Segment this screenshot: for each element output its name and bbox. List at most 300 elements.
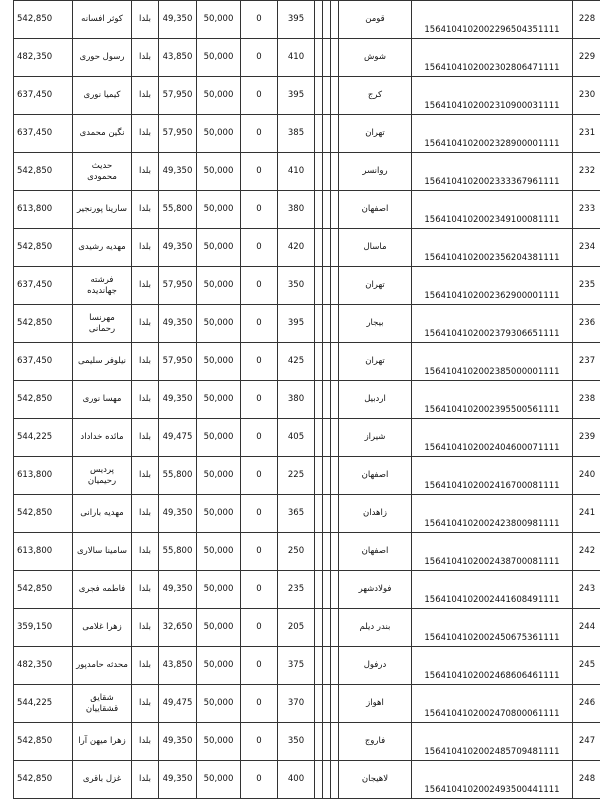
empty-cell bbox=[331, 571, 339, 609]
zero-cell: 0 bbox=[241, 77, 278, 115]
id-cell: 1564104102002404600071111 bbox=[412, 419, 573, 457]
amount-b-cell: 50,000 bbox=[197, 457, 241, 495]
row-number-cell: 230 bbox=[573, 77, 600, 115]
records-table bbox=[13, 0, 600, 799]
table-row bbox=[14, 305, 600, 343]
total-cell: 613,800 bbox=[14, 533, 73, 571]
city-cell bbox=[339, 191, 412, 229]
name-cell bbox=[73, 571, 132, 609]
table-row bbox=[14, 723, 600, 761]
id-cell: 1564104102002416700081111 bbox=[412, 457, 573, 495]
total-cell: 482,350 bbox=[14, 39, 73, 77]
city-cell bbox=[339, 723, 412, 761]
total-cell: 613,800 bbox=[14, 457, 73, 495]
empty-cell bbox=[315, 343, 323, 381]
table-body bbox=[14, 1, 600, 799]
city-cell bbox=[339, 533, 412, 571]
name-cell bbox=[73, 419, 132, 457]
name-cell bbox=[73, 381, 132, 419]
total-cell: 542,850 bbox=[14, 495, 73, 533]
name-cell bbox=[73, 115, 132, 153]
id-cell: 1564104102002362900001111 bbox=[412, 267, 573, 305]
city-cell-text: فاروج bbox=[365, 736, 385, 747]
row-number-cell: 245 bbox=[573, 647, 600, 685]
empty-cell bbox=[323, 723, 331, 761]
empty-cell bbox=[315, 647, 323, 685]
place-cell: بلدا bbox=[132, 419, 159, 457]
code-cell: 395 bbox=[278, 77, 315, 115]
name-cell-text: مهدیه رشیدی bbox=[78, 242, 125, 253]
total-cell: 359,150 bbox=[14, 609, 73, 647]
amount-b-cell: 50,000 bbox=[197, 229, 241, 267]
row-number-cell: 240 bbox=[573, 457, 600, 495]
name-cell-text: سارینا پورنجیر bbox=[77, 204, 127, 215]
empty-cell bbox=[331, 267, 339, 305]
zero-cell: 0 bbox=[241, 39, 278, 77]
amount-b-cell: 50,000 bbox=[197, 153, 241, 191]
amount-b-cell: 50,000 bbox=[197, 77, 241, 115]
total-cell: 637,450 bbox=[14, 77, 73, 115]
empty-cell bbox=[315, 191, 323, 229]
place-cell: بلدا bbox=[132, 381, 159, 419]
amount-b-cell: 50,000 bbox=[197, 39, 241, 77]
zero-cell: 0 bbox=[241, 571, 278, 609]
empty-cell bbox=[331, 39, 339, 77]
amount-a-cell: 49,350 bbox=[159, 495, 197, 533]
city-cell bbox=[339, 343, 412, 381]
city-cell-text: اصفهان bbox=[362, 470, 389, 481]
empty-cell bbox=[315, 153, 323, 191]
table-row bbox=[14, 571, 600, 609]
city-cell bbox=[339, 229, 412, 267]
empty-cell bbox=[315, 495, 323, 533]
empty-cell bbox=[323, 533, 331, 571]
amount-a-cell: 49,350 bbox=[159, 1, 197, 39]
amount-b-cell: 50,000 bbox=[197, 609, 241, 647]
empty-cell bbox=[315, 77, 323, 115]
name-cell-text: فرشته جهاندیده bbox=[76, 275, 128, 297]
empty-cell bbox=[331, 419, 339, 457]
table-row bbox=[14, 115, 600, 153]
name-cell bbox=[73, 761, 132, 799]
city-cell-text: شوش bbox=[364, 52, 386, 63]
amount-b-cell: 50,000 bbox=[197, 419, 241, 457]
name-cell-text: حدیث محمودی bbox=[76, 161, 128, 183]
id-cell: 1564104102002356204381111 bbox=[412, 229, 573, 267]
amount-a-cell: 49,350 bbox=[159, 305, 197, 343]
empty-cell bbox=[315, 115, 323, 153]
code-cell: 395 bbox=[278, 305, 315, 343]
name-cell bbox=[73, 457, 132, 495]
city-cell bbox=[339, 685, 412, 723]
total-cell: 542,850 bbox=[14, 305, 73, 343]
name-cell-text: غزل باقری bbox=[83, 774, 121, 785]
empty-cell bbox=[315, 1, 323, 39]
empty-cell bbox=[323, 343, 331, 381]
empty-cell bbox=[331, 609, 339, 647]
place-cell: بلدا bbox=[132, 533, 159, 571]
empty-cell bbox=[315, 381, 323, 419]
code-cell: 380 bbox=[278, 191, 315, 229]
total-cell: 542,850 bbox=[14, 761, 73, 799]
total-cell: 542,850 bbox=[14, 381, 73, 419]
amount-a-cell: 49,350 bbox=[159, 381, 197, 419]
empty-cell bbox=[315, 229, 323, 267]
city-cell-text: تهران bbox=[365, 356, 385, 367]
name-cell bbox=[73, 723, 132, 761]
code-cell: 385 bbox=[278, 115, 315, 153]
id-cell: 1564104102002328900001111 bbox=[412, 115, 573, 153]
amount-b-cell: 50,000 bbox=[197, 1, 241, 39]
id-cell: 1564104102002438700081111 bbox=[412, 533, 573, 571]
city-cell-text: قومن bbox=[365, 14, 384, 25]
amount-a-cell: 49,350 bbox=[159, 723, 197, 761]
zero-cell: 0 bbox=[241, 1, 278, 39]
empty-cell bbox=[323, 761, 331, 799]
amount-b-cell: 50,000 bbox=[197, 571, 241, 609]
row-number-cell: 247 bbox=[573, 723, 600, 761]
id-cell: 1564104102002302806471111 bbox=[412, 39, 573, 77]
city-cell-text: ماسال bbox=[363, 242, 386, 253]
id-cell: 1564104102002450675361111 bbox=[412, 609, 573, 647]
empty-cell bbox=[323, 153, 331, 191]
name-cell-text: نیلوفر سلیمی bbox=[78, 356, 126, 367]
empty-cell bbox=[315, 267, 323, 305]
empty-cell bbox=[315, 39, 323, 77]
empty-cell bbox=[323, 381, 331, 419]
table-row bbox=[14, 457, 600, 495]
row-number-cell: 238 bbox=[573, 381, 600, 419]
place-cell: بلدا bbox=[132, 77, 159, 115]
name-cell-text: زهرا میهن آرا bbox=[78, 736, 125, 747]
table-row bbox=[14, 495, 600, 533]
empty-cell bbox=[323, 495, 331, 533]
row-number-cell: 235 bbox=[573, 267, 600, 305]
table-row bbox=[14, 761, 600, 799]
table-row bbox=[14, 1, 600, 39]
code-cell: 350 bbox=[278, 723, 315, 761]
amount-b-cell: 50,000 bbox=[197, 723, 241, 761]
code-cell: 410 bbox=[278, 153, 315, 191]
zero-cell: 0 bbox=[241, 609, 278, 647]
zero-cell: 0 bbox=[241, 343, 278, 381]
city-cell bbox=[339, 609, 412, 647]
total-cell: 637,450 bbox=[14, 267, 73, 305]
empty-cell bbox=[315, 761, 323, 799]
place-cell: بلدا bbox=[132, 343, 159, 381]
name-cell-text: زهرا غلامی bbox=[82, 622, 122, 633]
empty-cell bbox=[323, 571, 331, 609]
name-cell-text: شقایق قشقاییان bbox=[76, 693, 128, 715]
amount-a-cell: 49,350 bbox=[159, 761, 197, 799]
code-cell: 375 bbox=[278, 647, 315, 685]
place-cell: بلدا bbox=[132, 39, 159, 77]
amount-a-cell: 49,350 bbox=[159, 571, 197, 609]
total-cell: 542,850 bbox=[14, 571, 73, 609]
empty-cell bbox=[331, 229, 339, 267]
amount-a-cell: 57,950 bbox=[159, 77, 197, 115]
code-cell: 425 bbox=[278, 343, 315, 381]
name-cell bbox=[73, 495, 132, 533]
city-cell-text: تهران bbox=[365, 280, 385, 291]
zero-cell: 0 bbox=[241, 457, 278, 495]
zero-cell: 0 bbox=[241, 229, 278, 267]
table-row bbox=[14, 533, 600, 571]
name-cell-text: نگین محمدی bbox=[80, 128, 125, 139]
empty-cell bbox=[331, 1, 339, 39]
amount-a-cell: 49,350 bbox=[159, 229, 197, 267]
name-cell-text: سامینا سالاری bbox=[77, 546, 127, 557]
empty-cell bbox=[331, 647, 339, 685]
city-cell-text: شیراز bbox=[365, 432, 386, 443]
name-cell bbox=[73, 191, 132, 229]
code-cell: 250 bbox=[278, 533, 315, 571]
amount-a-cell: 55,800 bbox=[159, 457, 197, 495]
total-cell: 542,850 bbox=[14, 229, 73, 267]
code-cell: 370 bbox=[278, 685, 315, 723]
code-cell: 380 bbox=[278, 381, 315, 419]
empty-cell bbox=[331, 533, 339, 571]
place-cell: بلدا bbox=[132, 609, 159, 647]
city-cell bbox=[339, 495, 412, 533]
row-number-cell: 228 bbox=[573, 1, 600, 39]
table-row bbox=[14, 77, 600, 115]
place-cell: بلدا bbox=[132, 191, 159, 229]
zero-cell: 0 bbox=[241, 381, 278, 419]
zero-cell: 0 bbox=[241, 191, 278, 229]
row-number-cell: 246 bbox=[573, 685, 600, 723]
amount-a-cell: 57,950 bbox=[159, 267, 197, 305]
amount-a-cell: 49,350 bbox=[159, 153, 197, 191]
total-cell: 637,450 bbox=[14, 343, 73, 381]
code-cell: 395 bbox=[278, 1, 315, 39]
city-cell bbox=[339, 381, 412, 419]
zero-cell: 0 bbox=[241, 305, 278, 343]
empty-cell bbox=[315, 723, 323, 761]
city-cell-text: اهواز bbox=[366, 698, 384, 709]
amount-a-cell: 55,800 bbox=[159, 191, 197, 229]
table-row bbox=[14, 609, 600, 647]
empty-cell bbox=[315, 457, 323, 495]
city-cell-text: فولادشهر bbox=[359, 584, 392, 595]
place-cell: بلدا bbox=[132, 761, 159, 799]
row-number-cell: 244 bbox=[573, 609, 600, 647]
row-number-cell: 234 bbox=[573, 229, 600, 267]
empty-cell bbox=[331, 457, 339, 495]
table-row bbox=[14, 381, 600, 419]
id-cell: 1564104102002493500441111 bbox=[412, 761, 573, 799]
empty-cell bbox=[323, 609, 331, 647]
table-row bbox=[14, 647, 600, 685]
id-cell: 1564104102002423800981111 bbox=[412, 495, 573, 533]
place-cell: بلدا bbox=[132, 153, 159, 191]
name-cell-text: مائده خداداد bbox=[80, 432, 123, 443]
place-cell: بلدا bbox=[132, 571, 159, 609]
name-cell bbox=[73, 229, 132, 267]
name-cell-text: کوثر افسانه bbox=[81, 14, 123, 25]
amount-a-cell: 49,475 bbox=[159, 685, 197, 723]
name-cell bbox=[73, 267, 132, 305]
amount-b-cell: 50,000 bbox=[197, 115, 241, 153]
city-cell bbox=[339, 419, 412, 457]
city-cell bbox=[339, 39, 412, 77]
amount-a-cell: 55,800 bbox=[159, 533, 197, 571]
empty-cell bbox=[331, 115, 339, 153]
city-cell-text: بندر دیلم bbox=[360, 622, 391, 633]
city-cell bbox=[339, 761, 412, 799]
city-cell-text: اصفهان bbox=[362, 546, 389, 557]
code-cell: 410 bbox=[278, 39, 315, 77]
row-number-cell: 242 bbox=[573, 533, 600, 571]
empty-cell bbox=[323, 457, 331, 495]
amount-a-cell: 43,850 bbox=[159, 647, 197, 685]
empty-cell bbox=[323, 685, 331, 723]
city-cell bbox=[339, 115, 412, 153]
amount-b-cell: 50,000 bbox=[197, 343, 241, 381]
empty-cell bbox=[331, 381, 339, 419]
id-cell: 1564104102002468606461111 bbox=[412, 647, 573, 685]
zero-cell: 0 bbox=[241, 647, 278, 685]
empty-cell bbox=[331, 191, 339, 229]
place-cell: بلدا bbox=[132, 115, 159, 153]
total-cell: 542,850 bbox=[14, 723, 73, 761]
total-cell: 637,450 bbox=[14, 115, 73, 153]
name-cell-text: مهسا نوری bbox=[83, 394, 122, 405]
place-cell: بلدا bbox=[132, 723, 159, 761]
name-cell-text: فاطمه فجری bbox=[79, 584, 125, 595]
city-cell-text: روانسر bbox=[362, 166, 387, 177]
table-row bbox=[14, 153, 600, 191]
empty-cell bbox=[323, 1, 331, 39]
amount-b-cell: 50,000 bbox=[197, 533, 241, 571]
amount-b-cell: 50,000 bbox=[197, 305, 241, 343]
empty-cell bbox=[331, 343, 339, 381]
amount-b-cell: 50,000 bbox=[197, 191, 241, 229]
city-cell bbox=[339, 267, 412, 305]
total-cell: 613,800 bbox=[14, 191, 73, 229]
empty-cell bbox=[323, 647, 331, 685]
code-cell: 365 bbox=[278, 495, 315, 533]
empty-cell bbox=[323, 305, 331, 343]
table-row bbox=[14, 343, 600, 381]
name-cell bbox=[73, 533, 132, 571]
name-cell bbox=[73, 647, 132, 685]
id-cell: 1564104102002333367961111 bbox=[412, 153, 573, 191]
total-cell: 544,225 bbox=[14, 685, 73, 723]
table-row bbox=[14, 267, 600, 305]
zero-cell: 0 bbox=[241, 723, 278, 761]
empty-cell bbox=[323, 39, 331, 77]
empty-cell bbox=[323, 267, 331, 305]
empty-cell bbox=[331, 153, 339, 191]
amount-a-cell: 43,850 bbox=[159, 39, 197, 77]
zero-cell: 0 bbox=[241, 115, 278, 153]
city-cell bbox=[339, 647, 412, 685]
zero-cell: 0 bbox=[241, 533, 278, 571]
amount-a-cell: 57,950 bbox=[159, 343, 197, 381]
amount-b-cell: 50,000 bbox=[197, 267, 241, 305]
name-cell bbox=[73, 609, 132, 647]
amount-a-cell: 49,475 bbox=[159, 419, 197, 457]
empty-cell bbox=[331, 77, 339, 115]
amount-a-cell: 57,950 bbox=[159, 115, 197, 153]
total-cell: 542,850 bbox=[14, 153, 73, 191]
empty-cell bbox=[323, 191, 331, 229]
place-cell: بلدا bbox=[132, 495, 159, 533]
empty-cell bbox=[331, 723, 339, 761]
amount-b-cell: 50,000 bbox=[197, 381, 241, 419]
city-cell-text: اصفهان bbox=[362, 204, 389, 215]
id-cell: 1564104102002379306651111 bbox=[412, 305, 573, 343]
city-cell bbox=[339, 153, 412, 191]
row-number-cell: 236 bbox=[573, 305, 600, 343]
empty-cell bbox=[323, 419, 331, 457]
amount-a-cell: 32,650 bbox=[159, 609, 197, 647]
amount-b-cell: 50,000 bbox=[197, 647, 241, 685]
row-number-cell: 231 bbox=[573, 115, 600, 153]
name-cell bbox=[73, 685, 132, 723]
empty-cell bbox=[323, 229, 331, 267]
empty-cell bbox=[315, 685, 323, 723]
name-cell-text: کیمیا نوری bbox=[84, 90, 121, 101]
zero-cell: 0 bbox=[241, 153, 278, 191]
code-cell: 350 bbox=[278, 267, 315, 305]
empty-cell bbox=[331, 761, 339, 799]
id-cell: 1564104102002485709481111 bbox=[412, 723, 573, 761]
id-cell: 1564104102002296504351111 bbox=[412, 1, 573, 39]
empty-cell bbox=[331, 685, 339, 723]
zero-cell: 0 bbox=[241, 761, 278, 799]
id-cell: 1564104102002441608491111 bbox=[412, 571, 573, 609]
name-cell bbox=[73, 153, 132, 191]
empty-cell bbox=[331, 305, 339, 343]
total-cell: 544,225 bbox=[14, 419, 73, 457]
table-row bbox=[14, 419, 600, 457]
empty-cell bbox=[315, 609, 323, 647]
code-cell: 400 bbox=[278, 761, 315, 799]
place-cell: بلدا bbox=[132, 647, 159, 685]
name-cell bbox=[73, 1, 132, 39]
city-cell-text: زاهدان bbox=[363, 508, 387, 519]
empty-cell bbox=[323, 77, 331, 115]
name-cell bbox=[73, 39, 132, 77]
city-cell bbox=[339, 571, 412, 609]
id-cell: 1564104102002395500561111 bbox=[412, 381, 573, 419]
code-cell: 205 bbox=[278, 609, 315, 647]
name-cell bbox=[73, 305, 132, 343]
city-cell bbox=[339, 77, 412, 115]
city-cell bbox=[339, 305, 412, 343]
name-cell-text: رسول حوری bbox=[80, 52, 125, 63]
row-number-cell: 237 bbox=[573, 343, 600, 381]
table-row bbox=[14, 39, 600, 77]
amount-b-cell: 50,000 bbox=[197, 761, 241, 799]
row-number-cell: 239 bbox=[573, 419, 600, 457]
id-cell: 1564104102002385000001111 bbox=[412, 343, 573, 381]
zero-cell: 0 bbox=[241, 419, 278, 457]
name-cell-text: پردیس رحیمیان bbox=[76, 465, 128, 487]
name-cell-text: مهدیه بارانی bbox=[80, 508, 123, 519]
place-cell: بلدا bbox=[132, 305, 159, 343]
table-row bbox=[14, 229, 600, 267]
code-cell: 225 bbox=[278, 457, 315, 495]
code-cell: 420 bbox=[278, 229, 315, 267]
name-cell bbox=[73, 343, 132, 381]
code-cell: 405 bbox=[278, 419, 315, 457]
city-cell bbox=[339, 457, 412, 495]
empty-cell bbox=[323, 115, 331, 153]
place-cell: بلدا bbox=[132, 1, 159, 39]
